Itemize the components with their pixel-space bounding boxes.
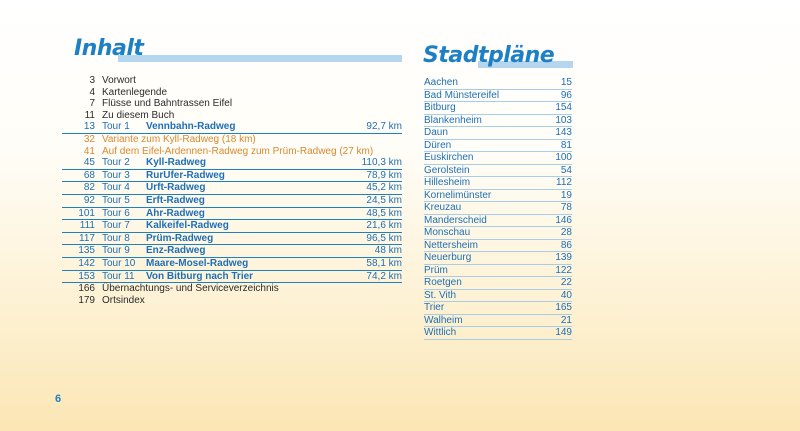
route-distance: 21,6 km bbox=[366, 220, 402, 232]
city-name: Wittlich bbox=[424, 327, 457, 338]
toc-entry[interactable] bbox=[62, 134, 402, 146]
route-distance: 45,2 km bbox=[366, 182, 402, 194]
entry-text: Variante zum Kyll-Radweg (18 km) bbox=[102, 133, 256, 145]
city-page-number: 100 bbox=[555, 152, 572, 163]
city-map-entry[interactable] bbox=[424, 327, 572, 340]
route-distance: 78,9 km bbox=[366, 169, 402, 181]
toc-page-number: 4 bbox=[89, 86, 95, 98]
city-name: Roetgen bbox=[424, 277, 462, 288]
tour-number: Tour 11 bbox=[102, 270, 135, 282]
entry-text: Übernachtungs- und Serviceverzeichnis bbox=[102, 283, 279, 295]
toc-page-number: 142 bbox=[78, 257, 95, 269]
city-name: Manderscheid bbox=[424, 214, 487, 226]
city-map-entry[interactable] bbox=[424, 77, 572, 90]
city-maps-title: Stadtpläne bbox=[423, 43, 555, 68]
tour-number: Tour 1 bbox=[102, 121, 130, 133]
toc-entry[interactable] bbox=[62, 110, 402, 122]
city-page-number: 146 bbox=[555, 214, 572, 226]
tour-number: Tour 6 bbox=[102, 207, 130, 219]
entry-text: Auf dem Eifel-Ardennen-Radweg zum Prüm-Radweg (27 km) bbox=[102, 145, 374, 157]
city-page-number: 22 bbox=[560, 277, 572, 288]
route-name: Erft-Radweg bbox=[146, 194, 205, 206]
tour-number: Tour 4 bbox=[102, 182, 130, 194]
toc-entry-title bbox=[102, 258, 248, 270]
toc-page-number: 32 bbox=[83, 133, 95, 145]
city-name: St. Vith bbox=[424, 289, 457, 301]
entry-text: Ortsindex bbox=[102, 294, 145, 306]
tour-number: Tour 3 bbox=[102, 169, 130, 181]
city-page-number: 19 bbox=[560, 189, 572, 201]
toc-entry-title bbox=[102, 182, 205, 194]
city-page-number: 154 bbox=[555, 102, 572, 113]
tour-number: Tour 7 bbox=[102, 220, 130, 232]
toc-entry-title bbox=[102, 75, 136, 87]
city-page-number: 149 bbox=[555, 327, 572, 338]
route-name: Vennbahn-Radweg bbox=[146, 121, 236, 133]
city-map-entry[interactable] bbox=[424, 165, 572, 178]
city-map-entry[interactable] bbox=[424, 227, 572, 240]
toc-entry-title bbox=[102, 157, 206, 169]
toc-entry-title bbox=[102, 220, 229, 232]
route-distance: 96,5 km bbox=[366, 232, 402, 244]
city-name: Düren bbox=[424, 139, 452, 151]
route-name: Urft-Radweg bbox=[146, 182, 206, 194]
city-page-number: 54 bbox=[560, 164, 572, 176]
toc-entry[interactable] bbox=[62, 283, 402, 295]
route-name: RurUfer-Radweg bbox=[146, 169, 225, 181]
city-map-entry[interactable] bbox=[424, 315, 572, 328]
toc-entry-title bbox=[102, 295, 145, 307]
city-page-number: 78 bbox=[560, 202, 572, 213]
tour-number: Tour 5 bbox=[102, 194, 130, 206]
city-name: Kornelimünster bbox=[424, 189, 492, 201]
tour-number: Tour 9 bbox=[102, 245, 130, 257]
route-distance: 110,3 km bbox=[361, 157, 402, 169]
toc-tour-entry[interactable] bbox=[62, 245, 402, 258]
toc-page-number: 11 bbox=[84, 109, 95, 121]
toc-tour-entry[interactable] bbox=[62, 258, 402, 271]
toc-page-number: 101 bbox=[78, 207, 95, 219]
toc-page-number: 41 bbox=[83, 145, 95, 157]
toc-page-number: 166 bbox=[78, 283, 95, 295]
route-distance: 48,5 km bbox=[366, 207, 402, 219]
toc-entry[interactable] bbox=[62, 75, 402, 87]
toc-tour-entry[interactable] bbox=[62, 170, 402, 183]
toc-page-number: 179 bbox=[78, 294, 95, 306]
toc-tour-entry[interactable] bbox=[62, 271, 402, 284]
city-page-number: 112 bbox=[556, 177, 572, 188]
city-map-entry[interactable] bbox=[424, 102, 572, 115]
city-name: Bad Münstereifel bbox=[424, 89, 500, 101]
city-page-number: 139 bbox=[555, 252, 572, 263]
route-name: Maare-Mosel-Radweg bbox=[146, 257, 249, 269]
toc-page-number: 45 bbox=[83, 157, 95, 169]
toc-entry-title bbox=[102, 87, 167, 99]
toc-entry[interactable] bbox=[62, 98, 402, 110]
city-name: Hillesheim bbox=[424, 177, 471, 188]
toc-entry-title bbox=[102, 245, 205, 257]
city-map-entry[interactable] bbox=[424, 240, 572, 253]
city-name: Nettersheim bbox=[424, 239, 478, 251]
city-name: Gerolstein bbox=[424, 164, 470, 176]
city-page-number: 21 bbox=[560, 314, 572, 326]
city-map-entry[interactable] bbox=[424, 265, 572, 278]
city-map-entry[interactable] bbox=[424, 152, 572, 165]
entry-text: Vorwort bbox=[102, 75, 136, 86]
city-page-number: 143 bbox=[555, 127, 572, 138]
city-name: Neuerburg bbox=[424, 252, 472, 263]
city-map-entry[interactable] bbox=[424, 252, 572, 265]
city-maps-list bbox=[424, 77, 572, 340]
city-page-number: 165 bbox=[555, 302, 572, 313]
route-name: Kalkeifel-Radweg bbox=[146, 220, 229, 232]
toc-heading-bar bbox=[118, 55, 402, 62]
entry-text: Zu diesem Buch bbox=[102, 109, 175, 121]
toc-entry-title bbox=[102, 121, 235, 133]
city-map-entry[interactable] bbox=[424, 277, 572, 290]
toc-page-number: 82 bbox=[83, 182, 95, 194]
city-map-entry[interactable] bbox=[424, 215, 572, 228]
city-map-entry[interactable] bbox=[424, 202, 572, 215]
route-name: Ahr-Radweg bbox=[146, 207, 205, 219]
toc-page-number: 92 bbox=[83, 194, 95, 206]
tour-number: Tour 2 bbox=[102, 157, 130, 169]
toc-tour-entry[interactable] bbox=[62, 195, 402, 208]
city-name: Monschau bbox=[424, 227, 471, 238]
tour-number: Tour 8 bbox=[102, 232, 130, 244]
toc-entry-title bbox=[102, 170, 225, 182]
city-map-entry[interactable] bbox=[424, 302, 572, 315]
toc-entry-title bbox=[102, 195, 205, 207]
city-name: Aachen bbox=[424, 77, 458, 88]
city-page-number: 122 bbox=[555, 264, 572, 276]
city-name: Walheim bbox=[424, 314, 463, 326]
toc-page-number: 153 bbox=[78, 270, 95, 282]
route-name: Enz-Radweg bbox=[146, 245, 206, 257]
toc-page-number: 111 bbox=[79, 220, 95, 232]
table-of-contents bbox=[62, 75, 402, 306]
toc-tour-entry[interactable] bbox=[62, 233, 402, 246]
city-map-entry[interactable] bbox=[424, 115, 572, 128]
toc-entry-title bbox=[102, 271, 253, 283]
toc-page-number: 7 bbox=[89, 98, 95, 110]
toc-page-number: 3 bbox=[89, 75, 95, 86]
toc-entry-title bbox=[102, 208, 205, 220]
route-distance: 24,5 km bbox=[366, 194, 402, 206]
toc-page-number: 117 bbox=[79, 232, 95, 244]
route-name: Prüm-Radweg bbox=[146, 232, 214, 244]
route-name: Kyll-Radweg bbox=[146, 157, 207, 169]
toc-entry-title bbox=[102, 134, 256, 146]
city-name: Trier bbox=[424, 302, 445, 313]
city-map-entry[interactable] bbox=[424, 190, 572, 203]
toc-tour-entry[interactable] bbox=[62, 157, 402, 170]
city-page-number: 15 bbox=[560, 77, 572, 88]
route-name: Von Bitburg nach Trier bbox=[146, 270, 254, 282]
city-map-entry[interactable] bbox=[424, 127, 572, 140]
route-distance: 92,7 km bbox=[366, 121, 402, 133]
toc-entry-title bbox=[102, 233, 213, 245]
city-map-entry[interactable] bbox=[424, 290, 572, 303]
toc-tour-entry[interactable] bbox=[62, 121, 402, 134]
city-page-number: 28 bbox=[560, 227, 572, 238]
city-name: Bitburg bbox=[424, 102, 456, 113]
toc-entry[interactable] bbox=[62, 295, 402, 307]
city-page-number: 96 bbox=[560, 89, 572, 101]
toc-entry[interactable] bbox=[62, 146, 402, 158]
entry-text: Flüsse und Bahntrassen Eifel bbox=[102, 98, 233, 110]
city-name: Blankenheim bbox=[424, 114, 482, 126]
route-distance: 48 km bbox=[374, 245, 402, 257]
tour-number: Tour 10 bbox=[102, 257, 136, 269]
page-number: 6 bbox=[55, 393, 62, 405]
toc-page-number: 13 bbox=[83, 121, 95, 133]
city-page-number: 86 bbox=[560, 239, 572, 251]
city-map-entry[interactable] bbox=[424, 177, 572, 190]
city-map-entry[interactable] bbox=[424, 140, 572, 153]
city-page-number: 40 bbox=[560, 289, 572, 301]
city-page-number: 103 bbox=[555, 114, 572, 126]
city-name: Kreuzau bbox=[424, 202, 462, 213]
route-distance: 58,1 km bbox=[366, 257, 402, 269]
toc-entry-title bbox=[102, 283, 279, 295]
city-page-number: 81 bbox=[560, 139, 572, 151]
city-map-entry[interactable] bbox=[424, 90, 572, 103]
city-name: Prüm bbox=[424, 264, 448, 276]
toc-page-number: 68 bbox=[83, 169, 95, 181]
entry-text: Kartenlegende bbox=[102, 86, 168, 98]
toc-tour-entry[interactable] bbox=[62, 208, 402, 221]
toc-entry-title bbox=[102, 98, 232, 110]
toc-tour-entry[interactable] bbox=[62, 220, 402, 233]
toc-entry-title bbox=[102, 110, 174, 122]
toc-title: Inhalt bbox=[74, 36, 144, 61]
toc-page-number: 135 bbox=[78, 245, 95, 257]
city-name: Euskirchen bbox=[424, 152, 474, 163]
toc-entry-title bbox=[102, 146, 373, 158]
toc-tour-entry[interactable] bbox=[62, 182, 402, 195]
route-distance: 74,2 km bbox=[366, 270, 402, 282]
city-name: Daun bbox=[424, 127, 448, 138]
toc-entry[interactable] bbox=[62, 87, 402, 99]
